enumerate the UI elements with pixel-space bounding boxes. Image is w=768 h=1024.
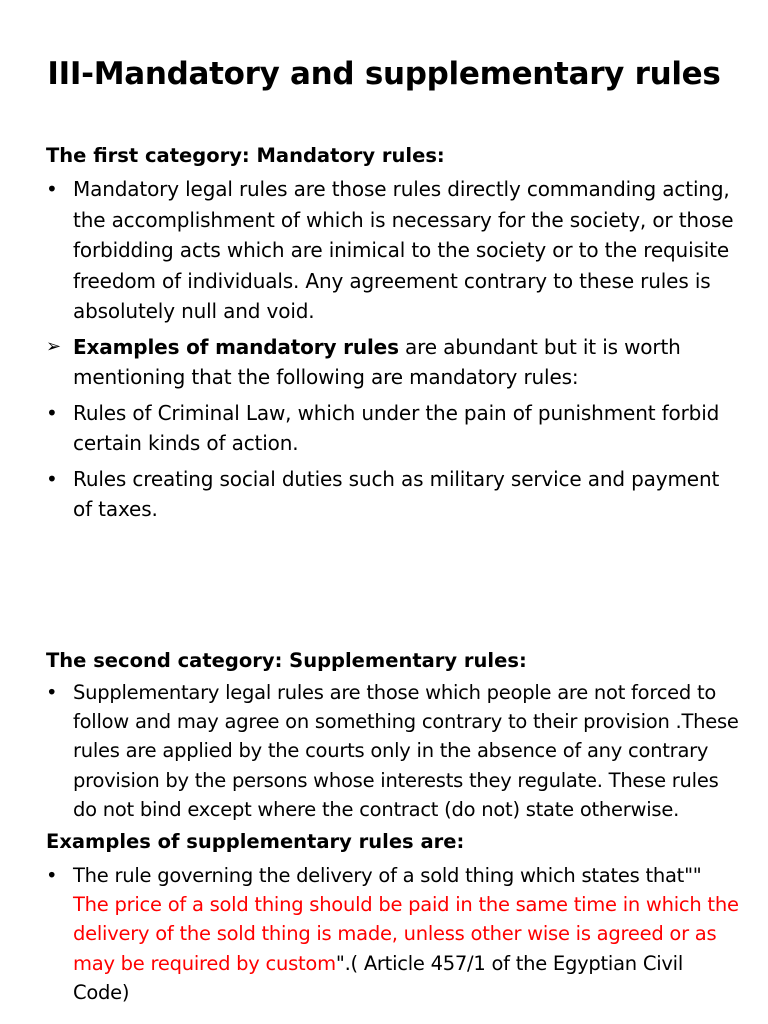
sold-thing-text-start: The rule governing the delivery of a sold thing which states that"" [73,864,702,888]
criminal-law-text: Rules of Criminal Law, which under the pain of punishment forbid certain kinds of action. [73,400,720,455]
page-title: III-Mandatory and supplementary rules [47,56,721,92]
mandatory-definition-text: Mandatory legal rules are those rules directly commanding acting, the accomplishment of which is necessary for the society, or those forbidding acts which are inimical to the society or to the requisite freedom of individuals. Any agreement contrary to these rules is absolutely null and void. [73,177,734,323]
supplementary-examples-heading: Examples of supplementary rules are: [46,830,465,854]
bullet-marker: • [46,681,58,704]
supplementary-definition-text: Supplementary legal rules are those which people are not forced to follow and may agree on something contrary to their provision .These rules are applied by the courts only in the absence of any contrary provision by the persons whose interests they regulate. These rules do not bind except where the contract (do not) state otherwise. [73,681,739,821]
arrow-marker-icon: ➢ [46,335,61,357]
sold-thing-citation: ".( Article 457/1 of the Egyptian Civil Code) [73,951,684,1004]
second-category-heading: The second category: Supplementary rules: [46,649,527,672]
supplementary-definition-bullet [46,678,742,824]
mandatory-examples-bold-text: Examples of mandatory rules [73,334,399,359]
social-duties-text: Rules creating social duties such as military service and payment of taxes. [73,466,720,521]
bullet-marker: • [46,400,58,425]
sold-thing-quote-red: The price of a sold thing should be paid in the same time in which the delivery of the sold thing is made, unless other wise is agreed or as may be required by custom [73,893,739,975]
sold-thing-delivery-bullet [46,861,742,1007]
first-category-section [46,142,736,525]
bullet-marker: • [46,466,58,491]
bullet-marker: • [46,177,58,201]
mandatory-definition-bullet [46,174,736,327]
first-category-heading: The first category: Mandatory rules: [46,144,445,167]
mandatory-examples-arrow-item [46,332,736,393]
criminal-law-bullet [46,398,736,459]
social-duties-bullet [46,464,736,525]
second-category-section [46,647,742,1007]
bullet-marker: • [46,864,58,888]
mandatory-examples-text: are abundant but it is worth mentioning that the following are mandatory rules: [73,334,681,389]
